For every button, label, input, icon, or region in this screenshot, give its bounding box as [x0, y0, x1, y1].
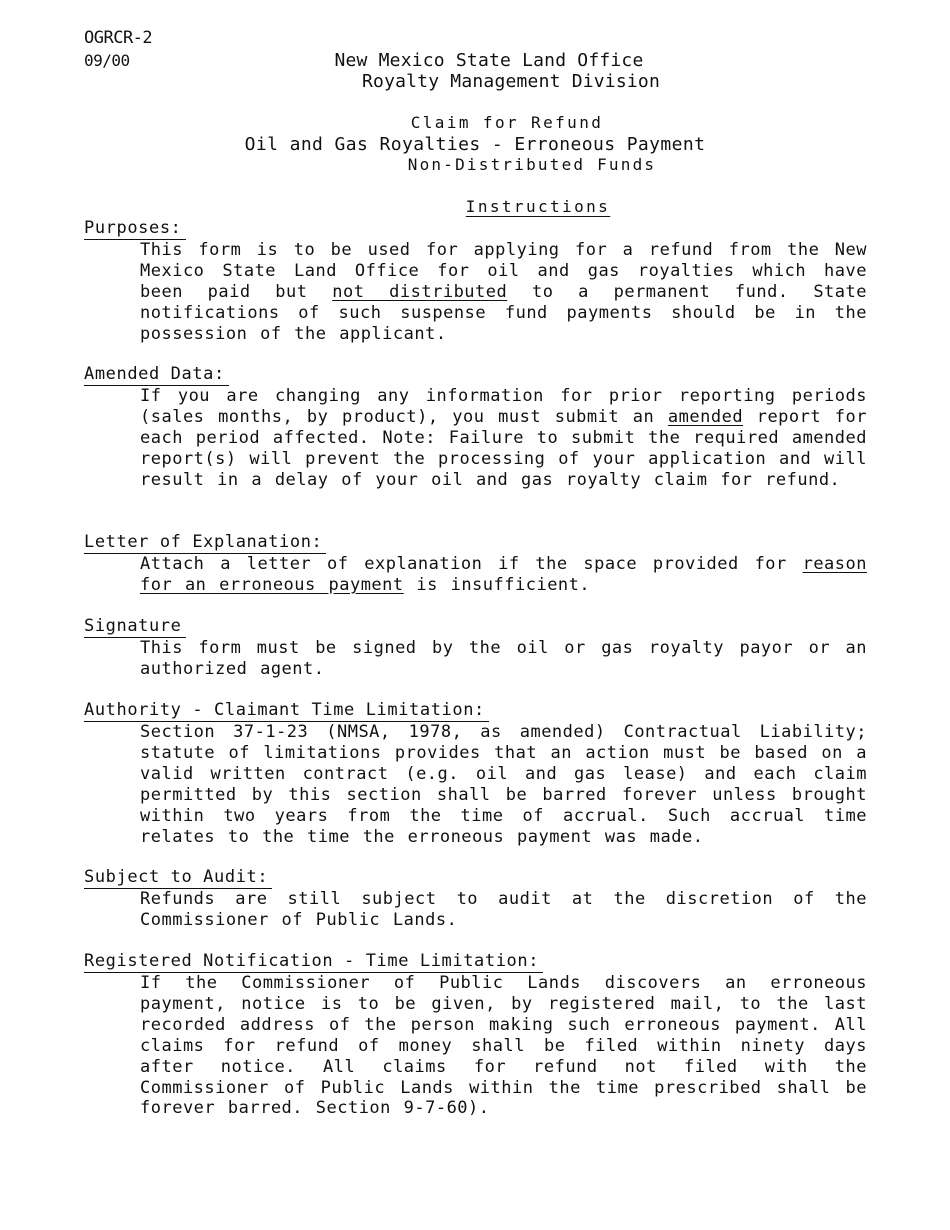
section-heading: Signature — [84, 616, 186, 638]
section-heading: Authority - Claimant Time Limitation: — [84, 700, 489, 722]
underlined-text: not distributed — [332, 281, 508, 302]
subject-title: Oil and Gas Royalties - Erroneous Payment — [244, 134, 706, 155]
funds-title: Non-Distributed Funds — [407, 155, 657, 174]
body-text: If you are changing any information for prior reporting periods (sales months, by product), you must submit an — [140, 386, 867, 427]
instructions-heading: Instructions — [465, 197, 611, 216]
body-text: report for each period affected. Note: Failure to submit the required amended report(s) will prevent the processing of your application and will result in a delay of your oil and gas royalty claim for refund. — [140, 406, 867, 490]
body-text: This form is to be used for applying for a refund from the New Mexico State Land Office for oil and gas royalties which have been paid but — [140, 240, 867, 302]
form-code: OGRCR-2 — [84, 28, 153, 48]
body-text: is insufficient. — [403, 574, 591, 595]
section-body — [140, 386, 867, 491]
section-authority — [84, 700, 874, 847]
section-signature — [84, 616, 874, 680]
section-letter-of-explanation — [84, 532, 874, 596]
section-heading: Registered Notification - Time Limitation: — [84, 951, 543, 973]
section-heading: Amended Data: — [84, 364, 229, 386]
division-title: Royalty Management Division — [362, 71, 660, 92]
section-purposes — [84, 218, 874, 345]
section-body — [140, 554, 867, 596]
section-heading: Subject to Audit: — [84, 867, 272, 889]
section-body: This form must be signed by the oil or gas royalty payor or an authorized agent. — [140, 638, 867, 679]
section-subject-to-audit — [84, 867, 874, 931]
office-title: New Mexico State Land Office — [334, 50, 644, 71]
section-body — [140, 240, 867, 345]
section-body: Refunds are still subject to audit at the discretion of the Commissioner of Public Lands. — [140, 889, 867, 930]
section-amended-data — [84, 364, 874, 491]
section-heading: Letter of Explanation: — [84, 532, 326, 554]
underlined-text: reason for an erroneous payment — [140, 554, 867, 595]
claim-title: Claim for Refund — [410, 113, 604, 132]
body-text: Attach a letter of explanation if the space provided for — [140, 554, 803, 574]
body-text: to a permanent fund. State notifications of such suspense fund payments should be in the possession of the applicant. — [140, 281, 867, 344]
form-date: 09/00 — [84, 51, 130, 70]
section-body: Section 37-1-23 (NMSA, 1978, as amended) Contractual Liability; statute of limitations provides that an action must be based on a valid written contract (e.g. oil and gas lease) and each claim permitted by this section shall be barred forever unless brought within two years from the time of accrual. Such accrual time relates to the time the erroneous payment was made. — [140, 722, 867, 847]
underlined-text: amended — [667, 406, 744, 427]
section-body: If the Commissioner of Public Lands discovers an erroneous payment, notice is to be given, by registered mail, to the last recorded address of the person making such erroneous payment. All claims for refund of money shall be filed within ninety days after notice. All claims for refund not filed with the Commissioner of Public Lands within the time prescribed shall be forever barred. Section 9-7-60). — [140, 973, 867, 1119]
section-heading: Purposes: — [84, 218, 186, 240]
section-registered-notification — [84, 951, 874, 1119]
